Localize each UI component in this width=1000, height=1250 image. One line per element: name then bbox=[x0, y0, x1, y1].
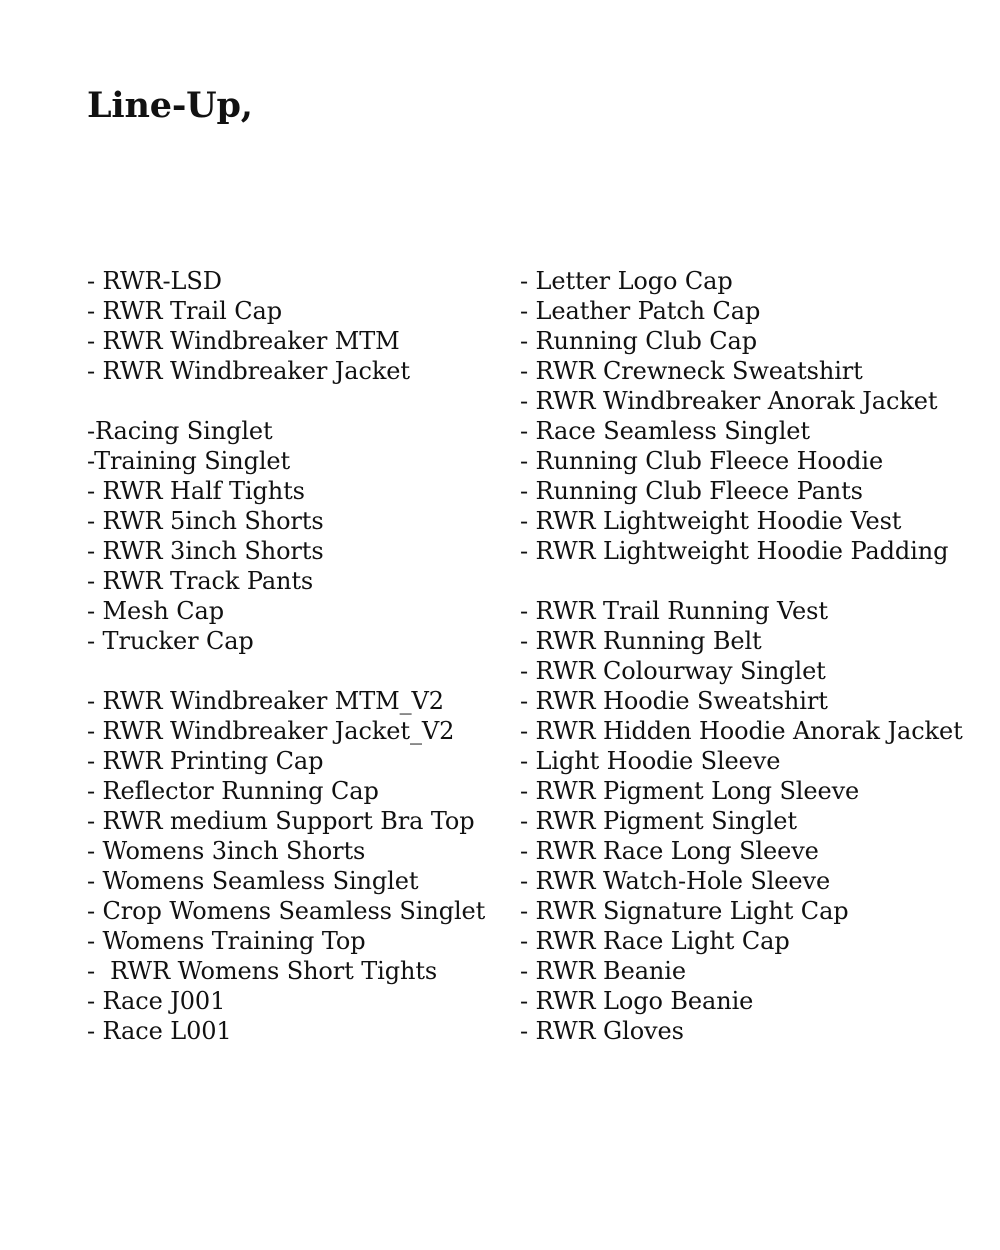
list-spacer bbox=[520, 566, 990, 596]
list-spacer bbox=[87, 386, 497, 416]
list-item: - RWR 5inch Shorts bbox=[87, 507, 324, 535]
list-item: - RWR Beanie bbox=[520, 957, 686, 985]
list-item: - RWR Crewneck Sweatshirt bbox=[520, 357, 863, 385]
list-item: - Running Club Fleece Pants bbox=[520, 477, 863, 505]
list-item: - Womens Seamless Singlet bbox=[87, 867, 419, 895]
list-item: - RWR Colourway Singlet bbox=[520, 657, 826, 685]
list-item: - RWR Trail Running Vest bbox=[520, 597, 828, 625]
list-item: - RWR Half Tights bbox=[87, 477, 305, 505]
list-item: - RWR Watch-Hole Sleeve bbox=[520, 867, 831, 895]
list-item: - Letter Logo Cap bbox=[520, 267, 733, 295]
list-item: - RWR Logo Beanie bbox=[520, 987, 754, 1015]
list-item: - RWR Track Pants bbox=[87, 567, 314, 595]
list-item: - Light Hoodie Sleeve bbox=[520, 747, 781, 775]
list-item: - RWR Lightweight Hoodie Padding bbox=[520, 537, 949, 565]
list-item: - Race J001 bbox=[87, 987, 226, 1015]
list-item: - RWR Windbreaker MTM_V2 bbox=[87, 687, 444, 715]
list-item: - RWR Hidden Hoodie Anorak Jacket bbox=[520, 717, 963, 745]
list-item: - Running Club Fleece Hoodie bbox=[520, 447, 884, 475]
list-item: - RWR Hoodie Sweatshirt bbox=[520, 687, 828, 715]
left-lineup-list bbox=[87, 266, 497, 1046]
list-item: - Leather Patch Cap bbox=[520, 297, 761, 325]
list-item: -Racing Singlet bbox=[87, 417, 273, 445]
list-item: - RWR Gloves bbox=[520, 1017, 684, 1045]
list-item: - RWR Pigment Long Sleeve bbox=[520, 777, 860, 805]
list-item: - Trucker Cap bbox=[87, 627, 254, 655]
list-item: - RWR Windbreaker Jacket bbox=[87, 357, 410, 385]
list-item: - Mesh Cap bbox=[87, 597, 224, 625]
list-item: - RWR Printing Cap bbox=[87, 747, 324, 775]
list-item: - RWR Signature Light Cap bbox=[520, 897, 849, 925]
list-item: - RWR Running Belt bbox=[520, 627, 762, 655]
list-item: - RWR 3inch Shorts bbox=[87, 537, 324, 565]
list-item: - RWR Womens Short Tights bbox=[87, 957, 438, 985]
right-lineup-list bbox=[520, 266, 990, 1046]
list-item: - Race Seamless Singlet bbox=[520, 417, 810, 445]
list-item: - Running Club Cap bbox=[520, 327, 758, 355]
list-item: - RWR Race Light Cap bbox=[520, 927, 790, 955]
list-item: - RWR medium Support Bra Top bbox=[87, 807, 475, 835]
list-item: - RWR Windbreaker Jacket_V2 bbox=[87, 717, 455, 745]
page-title: Line-Up, bbox=[87, 85, 253, 126]
list-item: - RWR Race Long Sleeve bbox=[520, 837, 819, 865]
list-item: - RWR Lightweight Hoodie Vest bbox=[520, 507, 902, 535]
list-item: - Womens 3inch Shorts bbox=[87, 837, 366, 865]
list-item: - Reflector Running Cap bbox=[87, 777, 379, 805]
list-item: - Race L001 bbox=[87, 1017, 232, 1045]
list-item: - RWR Pigment Singlet bbox=[520, 807, 797, 835]
list-item: - RWR Trail Cap bbox=[87, 297, 282, 325]
list-item: - RWR-LSD bbox=[87, 267, 222, 295]
list-item: -Training Singlet bbox=[87, 447, 291, 475]
list-item: - Crop Womens Seamless Singlet bbox=[87, 897, 486, 925]
list-item: - RWR Windbreaker MTM bbox=[87, 327, 400, 355]
list-item: - RWR Windbreaker Anorak Jacket bbox=[520, 387, 938, 415]
list-item: - Womens Training Top bbox=[87, 927, 366, 955]
list-spacer bbox=[87, 656, 497, 686]
